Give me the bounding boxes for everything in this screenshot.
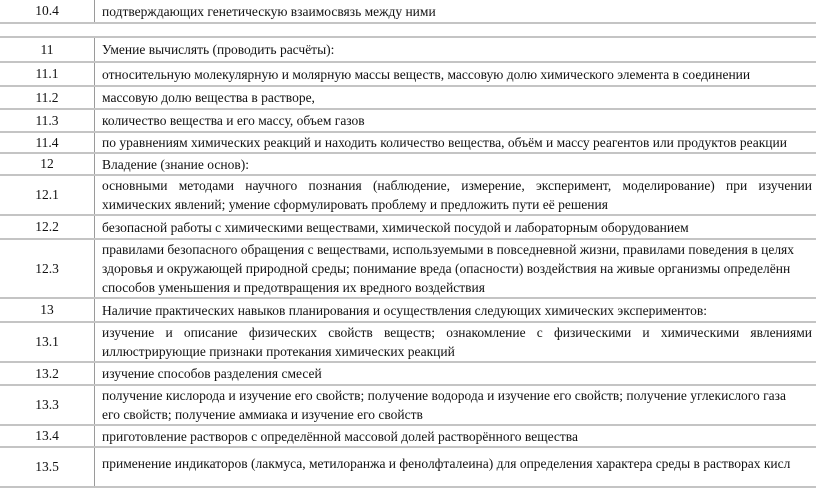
row-number: 12.2 xyxy=(0,216,95,238)
row-description xyxy=(95,87,816,108)
row-description xyxy=(95,110,816,131)
row-description xyxy=(95,426,816,446)
row-description xyxy=(95,216,816,238)
row-number: 13.5 xyxy=(0,448,95,486)
description-line: по уравнениям химических реакций и находить количество вещества, объём и массу реагентов или продуктов реакции xyxy=(102,135,787,150)
row-number: 12.3 xyxy=(0,240,95,297)
row-number: 12.1 xyxy=(0,176,95,214)
table-row xyxy=(0,38,816,63)
description-line: относительную молекулярную и молярную массы веществ, массовую долю химического элемента в соединении xyxy=(102,66,751,82)
description-line: его свойств; получение аммиака и изучение его свойств xyxy=(102,407,423,422)
description-line: получение кислорода и изучение его свойств; получение водорода и изучение его свойств; получение углекислого газа xyxy=(102,388,786,403)
row-number: 13 xyxy=(0,299,95,321)
spacer-row xyxy=(0,24,816,38)
description-line: приготовление растворов с определённой массовой долей растворённого вещества xyxy=(102,428,578,444)
description-line: иллюстрирующие признаки протекания химических реакций xyxy=(102,344,455,359)
row-number: 11.1 xyxy=(0,63,95,85)
description-line: химических явлений; умение сформулировать проблему и предложить пути её решения xyxy=(102,197,608,212)
table-row xyxy=(0,448,816,488)
row-description xyxy=(95,299,816,321)
row-number: 13.3 xyxy=(0,386,95,424)
table-row xyxy=(0,299,816,323)
row-number xyxy=(0,24,94,36)
description-line: основными методами научного познания (наблюдение, измерение, эксперимент, моделирование) при изучении xyxy=(102,178,812,193)
description-line: правилами безопасного обращения с веществами, используемыми в повседневной жизни, правилами поведения в целях xyxy=(102,242,795,257)
row-description xyxy=(95,323,816,361)
table-row xyxy=(0,110,816,133)
row-description xyxy=(95,176,816,214)
row-number: 13.4 xyxy=(0,426,95,446)
row-number: 11.2 xyxy=(0,87,95,108)
description-line: изучение и описание физических свойств веществ; ознакомление с физическими и химическими явлениями xyxy=(102,325,812,340)
description-line: Умение вычислять (проводить расчёты): xyxy=(102,42,335,57)
description-line: массовую долю вещества в растворе, xyxy=(102,90,315,105)
description-line: подтверждающих генетическую взаимосвязь между ними xyxy=(102,3,436,19)
row-number: 11.4 xyxy=(0,133,95,152)
row-description xyxy=(95,448,816,486)
row-description xyxy=(95,63,816,85)
row-description xyxy=(95,386,816,424)
description-line: Владение (знание основ): xyxy=(102,156,249,172)
row-number: 13.1 xyxy=(0,323,95,361)
row-description xyxy=(95,240,816,297)
description-line: применение индикаторов (лакмуса, метилоранжа и фенолфталеина) для определения характера среды в растворах кисл xyxy=(102,456,791,471)
row-number: 13.2 xyxy=(0,363,95,384)
row-number: 12 xyxy=(0,154,95,174)
row-number: 11 xyxy=(0,38,95,61)
table-row xyxy=(0,133,816,154)
row-description xyxy=(95,38,816,61)
table-row xyxy=(0,63,816,87)
table-row xyxy=(0,0,816,24)
description-line: способов уменьшения и предотвращения их вредного воздействия xyxy=(102,280,485,295)
table-row xyxy=(0,240,816,299)
table-row xyxy=(0,154,816,176)
table-row xyxy=(0,426,816,448)
row-description xyxy=(95,154,816,174)
row-description xyxy=(95,0,816,22)
description-line: изучение способов разделения смесей xyxy=(102,366,322,381)
description-line: количество вещества и его массу, объем газов xyxy=(102,113,365,128)
table-row xyxy=(0,386,816,426)
description-line: здоровья и окружающей природной среды; понимание вреда (опасности) воздействия на живые организмы определённ xyxy=(102,261,791,276)
description-line: Наличие практических навыков планирования и осуществления следующих химических экспериментов: xyxy=(102,302,707,318)
row-description xyxy=(95,133,816,152)
description-line: безопасной работы с химическими веществами, химической посудой и лабораторным оборудованием xyxy=(102,219,689,235)
table-row xyxy=(0,87,816,110)
row-number: 10.4 xyxy=(0,0,95,22)
row-number: 11.3 xyxy=(0,110,95,131)
table-row xyxy=(0,176,816,216)
table-row xyxy=(0,323,816,363)
table-row xyxy=(0,216,816,240)
table-row xyxy=(0,363,816,386)
row-description xyxy=(95,363,816,384)
row-description xyxy=(94,24,816,36)
